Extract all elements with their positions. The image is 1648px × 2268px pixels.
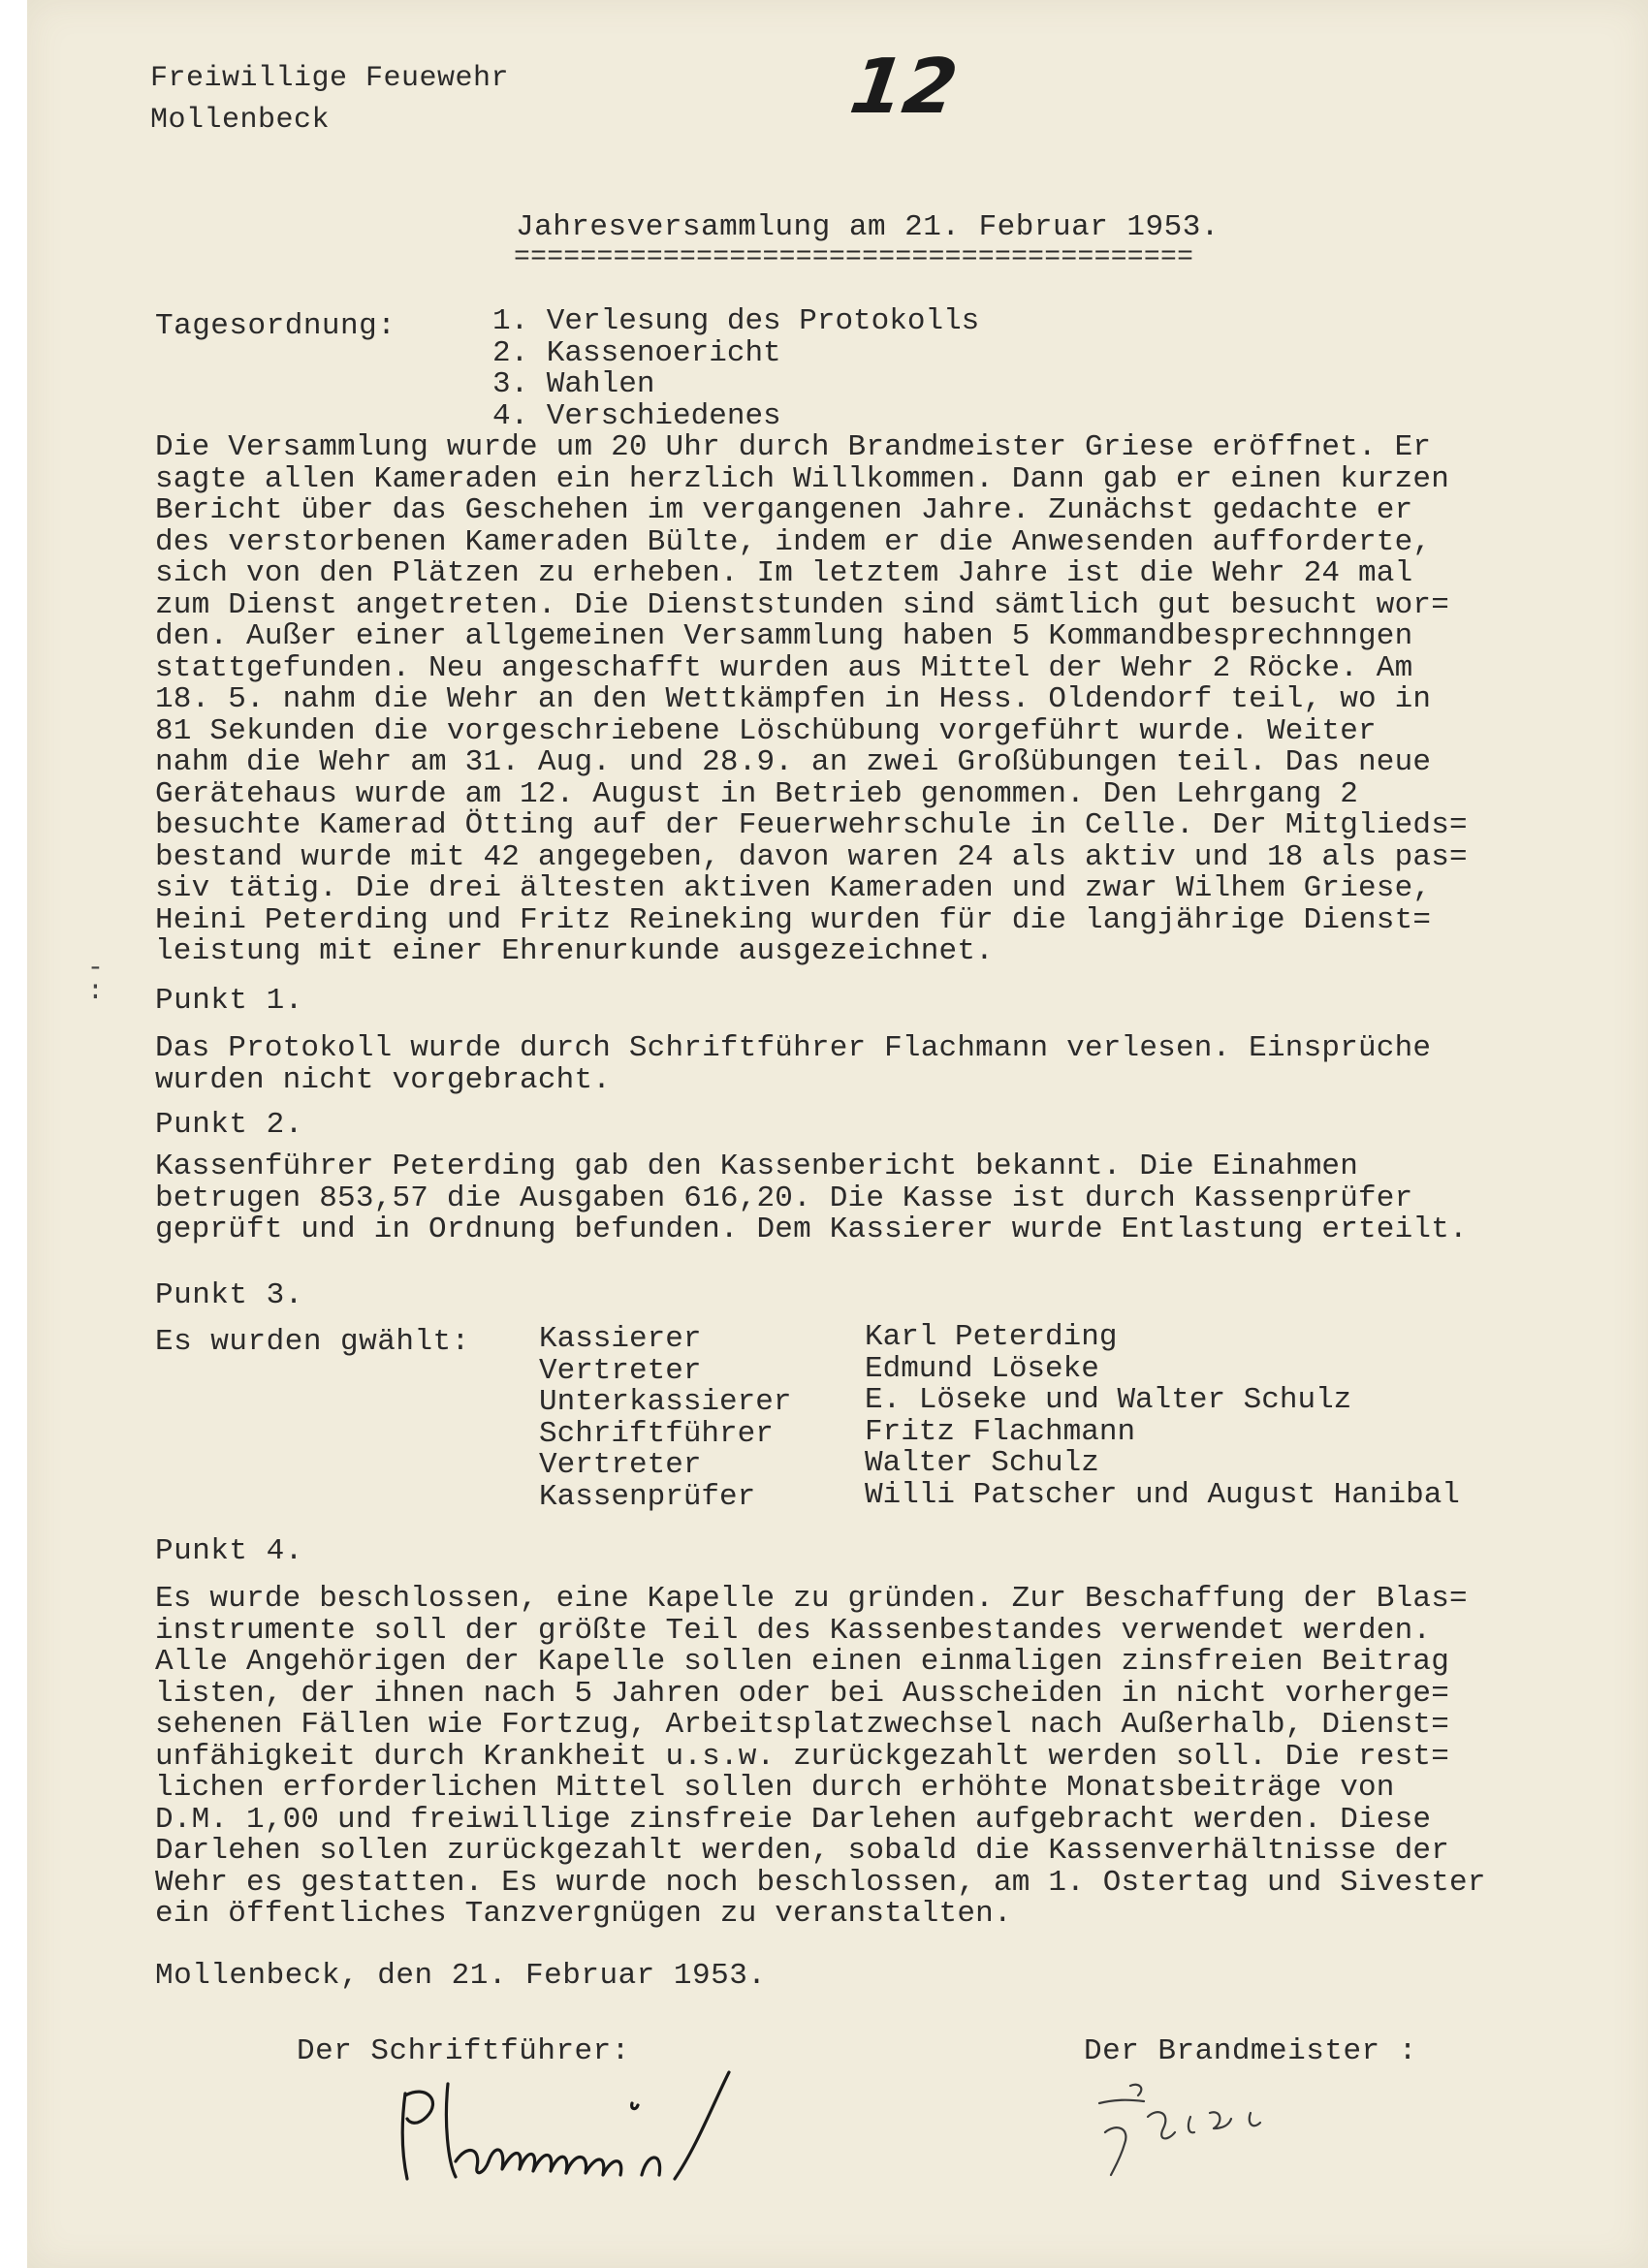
paragraph-line: Heini Peterding und Fritz Reineking wurden für die langjährige Dienst= [155,902,1432,937]
paragraph-line: wurden nicht vorgebracht. [155,1062,612,1097]
election-roles [539,1324,791,1513]
punkt1-heading: Punkt 1. [155,984,303,1018]
signature-stroke [642,2158,660,2175]
punkt3-heading: Punkt 3. [155,1278,303,1312]
paragraph-line: sagte allen Kameraden ein herzlich Willkommen. Dann gab er einen kurzen [155,461,1450,496]
signature-stroke [1210,2112,1231,2128]
paragraph-line: Alle Angehörigen der Kapelle sollen einen einmaligen zinsfreien Beitrag [155,1645,1450,1679]
election-names [865,1322,1460,1511]
punkt4-heading: Punkt 4. [155,1534,303,1568]
right-signature-label: Der Brandmeister : [1084,2034,1417,2068]
role-cell: Kassenprüfer [539,1479,756,1514]
paragraph-line: Das Protokoll wurde durch Schriftführer Flachmann verlesen. Einsprüche [155,1031,1432,1065]
punkt1-paragraph [155,1033,1431,1096]
agenda-item: 2. Kassenoericht [492,335,781,370]
role-cell: Vertreter [539,1353,702,1388]
paragraph-line: 18. 5. nahm die Wehr an den Wettkämpfen in Hess. Oldendorf teil, wo in [155,682,1432,716]
intro-paragraph [155,432,1468,968]
name-cell: Fritz Flachmann [865,1414,1136,1449]
punkt2-heading: Punkt 2. [155,1108,303,1142]
signature-stroke [456,2151,489,2173]
paragraph-line: lichen erforderlichen Mittel sollen durch erhöhte Monatsbeiträge von [155,1771,1395,1805]
paragraph-line: ein öffentliches Tanzvergnügen zu veranstalten. [155,1897,1012,1931]
paragraph-line: Die Versammlung wurde um 20 Uhr durch Brandmeister Griese eröffnet. Er [155,430,1432,464]
left-signature-label: Der Schriftführer: [297,2034,630,2068]
organisation-place: Mollenbeck [150,104,331,137]
paragraph-line: nahm die Wehr am 31. Aug. und 28.9. an zwei Großübungen teil. Das neue [155,745,1432,779]
signature-stroke [1148,2112,1175,2138]
signature-stroke [405,2092,432,2123]
signature-stroke [1130,2085,1141,2095]
paragraph-line: besuchte Kamerad Ötting auf der Feuerwehrschule in Celle. Der Mitglieds= [155,808,1468,842]
paragraph-line: siv tätig. Die drei ältesten aktiven Kameraden und zwar Wilhem Griese, [155,871,1432,905]
agenda-item: 4. Verschiedenes [492,398,781,433]
paragraph-line: geprüft und in Ordnung befunden. Dem Kassierer wurde Entlastung erteilt. [155,1213,1468,1246]
signature-stroke [1099,2100,1144,2103]
paragraph-line: Kassenführer Peterding gab den Kassenbericht bekannt. Die Einahmen [155,1150,1358,1183]
signature-stroke [566,2158,621,2176]
signature-stroke [520,2154,567,2173]
name-cell: Karl Peterding [865,1320,1118,1354]
place-date: Mollenbeck, den 21. Februar 1953. [155,1959,767,1993]
punkt4-paragraph [155,1584,1486,1931]
agenda-item: 3. Wahlen [492,367,655,401]
role-cell: Kassierer [539,1322,702,1356]
title-underline: ========================================= [514,242,1194,272]
paragraph-line: sehenen Fällen wie Fortzug, Arbeitsplatzwechsel nach Außerhalb, Dienst= [155,1708,1450,1742]
margin-mark: - [87,954,104,984]
signature-flachmann-image [388,2055,795,2190]
paragraph-line: stattgefunden. Neu angeschafft wurden aus Mittel der Wehr 2 Röcke. Am [155,650,1413,685]
signature-griese-image [1086,2074,1357,2181]
paragraph-line: den. Außer einer allgemeinen Versammlung haben 5 Kommandbesprechnngen [155,619,1413,653]
role-cell: Vertreter [539,1448,702,1482]
paragraph-line: Bericht über das Geschehen im vergangenen Jahre. Zunächst gedachte er [155,493,1413,527]
page-number: 12 [844,44,963,131]
signature-stroke [402,2094,407,2179]
paragraph-line: bestand wurde mit 42 angegeben, davon waren 24 als aktiv und 18 als pas= [155,839,1468,874]
role-cell: Schriftführer [539,1416,774,1451]
signature-stroke [1105,2127,1125,2175]
election-label: Es wurden gwählt: [155,1325,470,1359]
margin-mark: : [87,977,104,1007]
paragraph-line: zum Dienst angetreten. Die Dienststunden sind sämtlich gut besucht wor= [155,587,1450,622]
paragraph-line: unfähigkeit durch Krankheit u.s.w. zurückgezahlt werden soll. Die rest= [155,1739,1450,1774]
name-cell: Edmund Löseke [865,1351,1099,1386]
signature-stroke [1250,2113,1260,2126]
paragraph-line: betrugen 853,57 die Ausgaben 616,20. Die Kasse ist durch Kassenprüfer [155,1181,1413,1215]
agenda-list [492,306,979,432]
paragraph-line: des verstorbenen Kameraden Bülte, indem er die Anwesenden aufforderte, [155,524,1432,559]
signature-stroke [446,2084,456,2177]
agenda-item: 1. Verlesung des Protokolls [492,304,980,338]
agenda-label: Tagesordnung: [155,309,396,343]
paragraph-line: D.M. 1,00 und freiwillige zinsfreie Darlehen aufgebracht werden. Diese [155,1802,1432,1837]
paragraph-line: sich von den Plätzen zu erheben. Im letztem Jahre ist die Wehr 24 mal [155,556,1413,590]
organisation-name: Freiwillige Feuewehr [150,62,510,95]
paragraph-line: instrumente soll der größte Teil des Kassenbestandes verwendet werden. [155,1613,1432,1648]
punkt2-paragraph [155,1151,1468,1246]
document-title: Jahresversammlung am 21. Februar 1953. [516,210,1220,244]
name-cell: E. Löseke und Walter Schulz [865,1383,1352,1417]
paragraph-line: Gerätehaus wurde am 12. August in Betrieb genommen. Den Lehrgang 2 [155,776,1358,811]
paragraph-line: Es wurde beschlossen, eine Kapelle zu gründen. Zur Beschaffung der Blas= [155,1582,1468,1616]
signature-stroke [489,2150,521,2169]
paragraph-line: 81 Sekunden die vorgeschriebene Löschübung vorgeführt wurde. Weiter [155,713,1377,748]
paragraph-line: Darlehen sollen zurückgezahlt werden, sobald die Kassenverhältnisse der [155,1834,1450,1868]
name-cell: Walter Schulz [865,1446,1099,1480]
signature-stroke [1188,2117,1194,2132]
paragraph-line: Wehr es gestatten. Es wurde noch beschlossen, am 1. Ostertag und Sivester [155,1865,1486,1900]
signature-stroke [632,2103,638,2109]
role-cell: Unterkassierer [539,1385,792,1419]
signature-stroke [675,2072,729,2179]
name-cell: Willi Patscher und August Hanibal [865,1477,1460,1512]
paragraph-line: listen, der ihnen nach 5 Jahren oder bei Ausscheiden in nicht vorherge= [155,1676,1450,1711]
paragraph-line: leistung mit einer Ehrenurkunde ausgezeichnet. [155,934,994,968]
